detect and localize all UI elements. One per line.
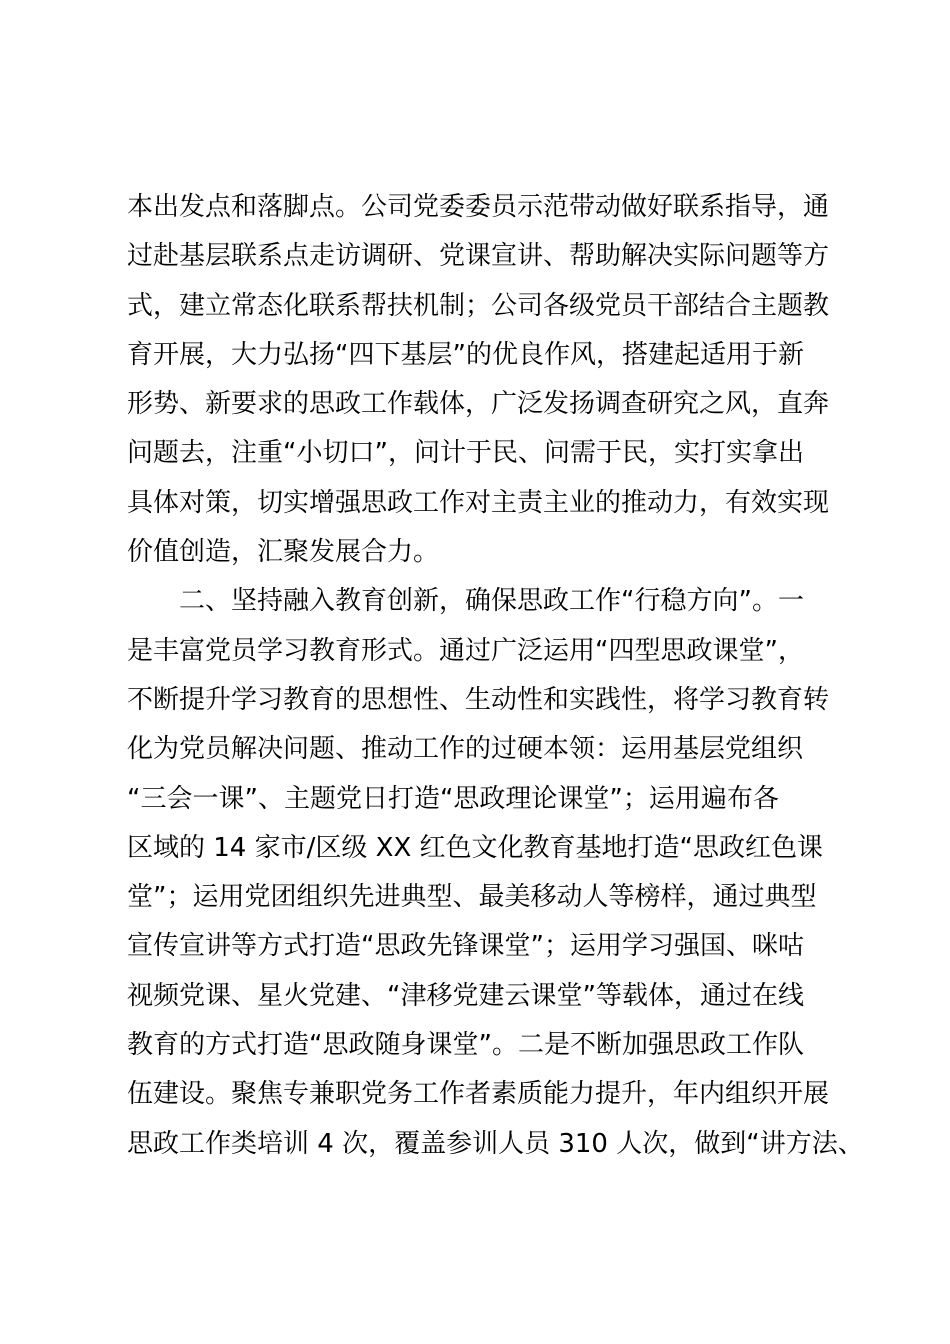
paragraph-line-19: 伍建设。聚焦专兼职党务工作者素质能力提升，年内组织开展 — [127, 1079, 830, 1110]
paragraph-line-18: 教育的方式打造“思政随身课堂”。二是不断加强思政工作队 — [127, 1030, 804, 1061]
body-text — [127, 183, 864, 1169]
paragraph-line-20: 思政工作类培训 4 次，覆盖参训人员 310 人次，做到“讲方法、 — [127, 1128, 864, 1159]
paragraph-line-14: 区域的 14 家市/区级 XX 红色文化教育基地打造“思政红色课 — [127, 832, 823, 863]
paragraph-line-12: 化为党员解决问题、推动工作的过硬本领：运用基层党组织 — [127, 734, 804, 765]
section-heading-line: 二、坚持融入教育创新，确保思政工作“行稳方向”。一 — [179, 586, 804, 617]
paragraph-line-4: 育开展，大力弘扬“四下基层”的优良作风，搭建起适用于新 — [127, 339, 804, 370]
paragraph-line-17: 视频党课、星火党建、“津移党建云课堂”等载体，通过在线 — [127, 980, 804, 1011]
paragraph-line-7: 具体对策，切实增强思政工作对主责主业的推动力，有效实现 — [127, 487, 830, 518]
paragraph-line-16: 宣传宣讲等方式打造“思政先锋课堂”；运用学习强国、咪咕 — [127, 931, 804, 962]
paragraph-line-13: “三会一课”、主题党日打造“思政理论课堂”；运用遍布各 — [127, 783, 779, 814]
paragraph-line-6: 问题去，注重“小切口”，问计于民、问需于民，实打实拿出 — [127, 438, 804, 469]
paragraph-line-2: 过赴基层联系点走访调研、党课宣讲、帮助解决实际问题等方 — [127, 241, 830, 272]
paragraph-line-8: 价值创造，汇聚发展合力。 — [127, 537, 440, 568]
paragraph-line-15: 堂”；运用党团组织先进典型、最美移动人等榜样，通过典型 — [127, 882, 817, 913]
paragraph-line-1: 本出发点和落脚点。公司党委委员示范带动做好联系指导，通 — [127, 192, 830, 222]
paragraph-line-5: 形势、新要求的思政工作载体，广泛发扬调查研究之风，直奔 — [127, 389, 830, 420]
paragraph-line-10: 是丰富党员学习教育形式。通过广泛运用“四型思政课堂”， — [127, 635, 804, 666]
paragraph-line-11: 不断提升学习教育的思想性、生动性和实践性，将学习教育转 — [127, 684, 830, 715]
paragraph-line-3: 式，建立常态化联系帮扶机制；公司各级党员干部结合主题教 — [127, 290, 830, 321]
